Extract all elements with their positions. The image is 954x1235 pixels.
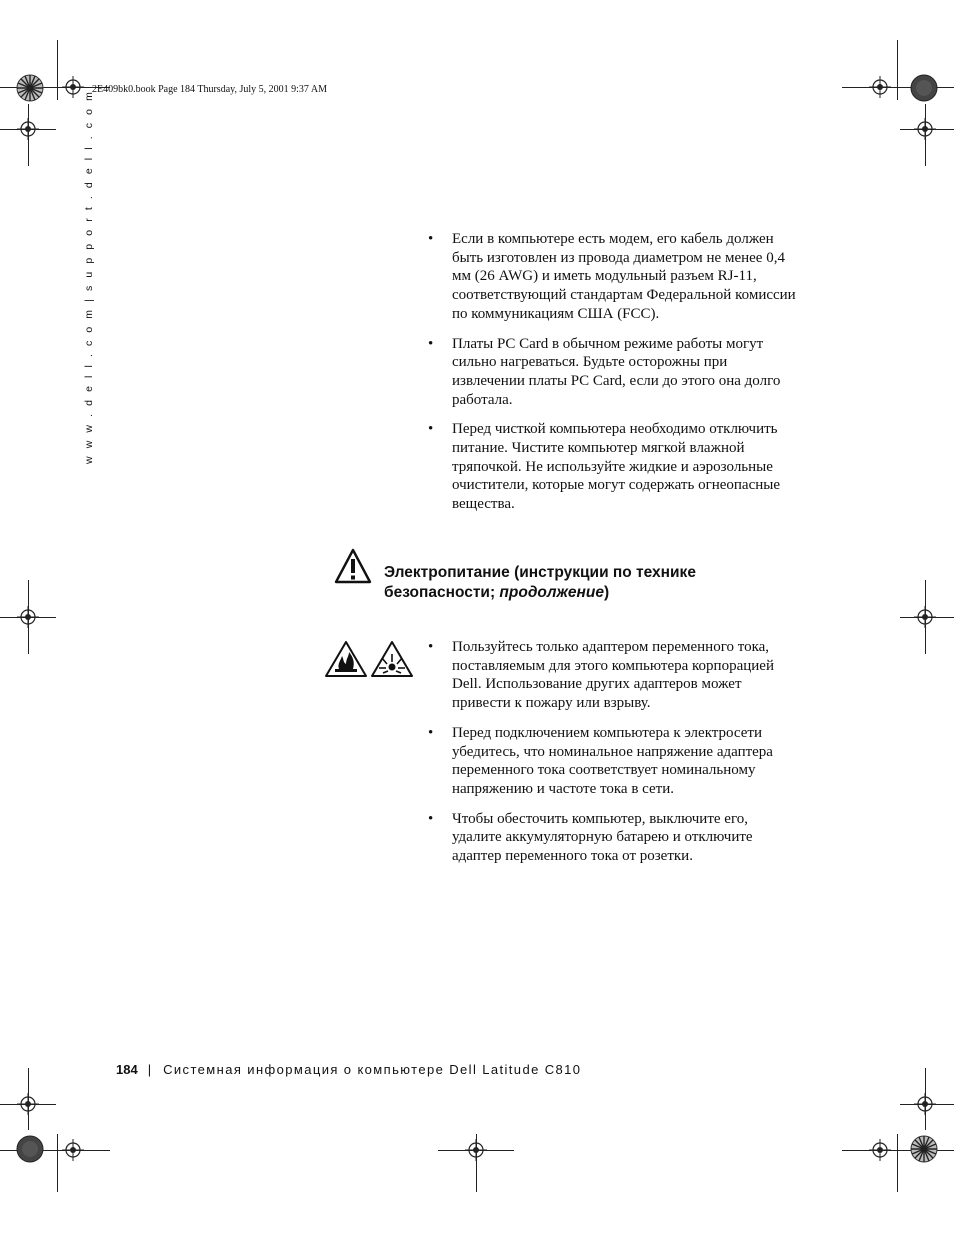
top-bullet-list xyxy=(428,230,798,525)
registration-target-icon xyxy=(17,118,39,140)
registration-target-icon xyxy=(17,606,39,628)
list-item: • Платы PC Card в обычном режиме работы могут сильно нагреваться. Будьте осторожны при извлечении платы PC Card, если до этого она долго работала. xyxy=(428,335,798,410)
star-target-icon xyxy=(16,74,44,102)
explosion-hazard-icon xyxy=(372,642,412,676)
registration-target-icon xyxy=(914,1093,936,1115)
file-info: 2E409bk0.book Page 184 Thursday, July 5, 2001 9:37 AM xyxy=(92,84,327,95)
registration-target-icon xyxy=(17,1093,39,1115)
heading-close: ) xyxy=(604,584,610,601)
footer-title: Системная информация о компьютере Dell Latitude C810 xyxy=(163,1062,582,1077)
section-heading xyxy=(384,563,804,603)
heading-separator: ; xyxy=(489,584,500,601)
list-item: • Перед подключением компьютера к электросети убедитесь, что номинальное напряжение адаптера переменного тока соответствует номинальному напряжению и частоте тока в сети. xyxy=(428,724,798,799)
registration-target-icon xyxy=(914,118,936,140)
warning-triangle-icon xyxy=(334,548,372,584)
side-url: w w w . d e l l . c o m | s u p p o r t . d e l l . c o m xyxy=(83,89,95,464)
registration-target-icon xyxy=(62,1139,84,1161)
heading-continued: продолжение xyxy=(499,584,605,601)
fire-hazard-icon xyxy=(326,642,366,676)
page-number: 184 xyxy=(116,1062,138,1077)
heading-main: Электропитание (инструкции по технике безопасности xyxy=(384,564,696,601)
bottom-bullet-list xyxy=(428,638,798,877)
list-item: • Перед чисткой компьютера необходимо отключить питание. Чистите компьютер мягкой влажной тряпочкой. Не используйте жидкие и аэрозольные очистители, которые могут содержать огнеопасные вещества. xyxy=(428,420,798,514)
footer-separator: | xyxy=(147,1062,152,1077)
page-footer xyxy=(116,1062,581,1077)
registration-target-icon xyxy=(62,76,84,98)
hazard-icons xyxy=(325,640,415,678)
list-item: • Пользуйтесь только адаптером переменного тока, поставляемым для этого компьютера корпорацией Dell. Использование других адаптеров может привести к пожару или взрыву. xyxy=(428,638,798,713)
registration-target-icon xyxy=(465,1139,487,1161)
color-target-icon xyxy=(910,74,938,102)
list-item: • Если в компьютере есть модем, его кабель должен быть изготовлен из провода диаметром не менее 0,4 мм (26 AWG) и иметь модульный разъем RJ-11, соответствующий стандартам Федеральной комиссии по коммуникациям США (FCC). xyxy=(428,230,798,324)
star-target-icon xyxy=(910,1135,938,1163)
color-target-icon xyxy=(16,1135,44,1163)
registration-target-icon xyxy=(914,606,936,628)
registration-target-icon xyxy=(869,76,891,98)
registration-target-icon xyxy=(869,1139,891,1161)
list-item: • Чтобы обесточить компьютер, выключите его, удалите аккумуляторную батарею и отключите адаптер переменного тока от розетки. xyxy=(428,810,798,866)
